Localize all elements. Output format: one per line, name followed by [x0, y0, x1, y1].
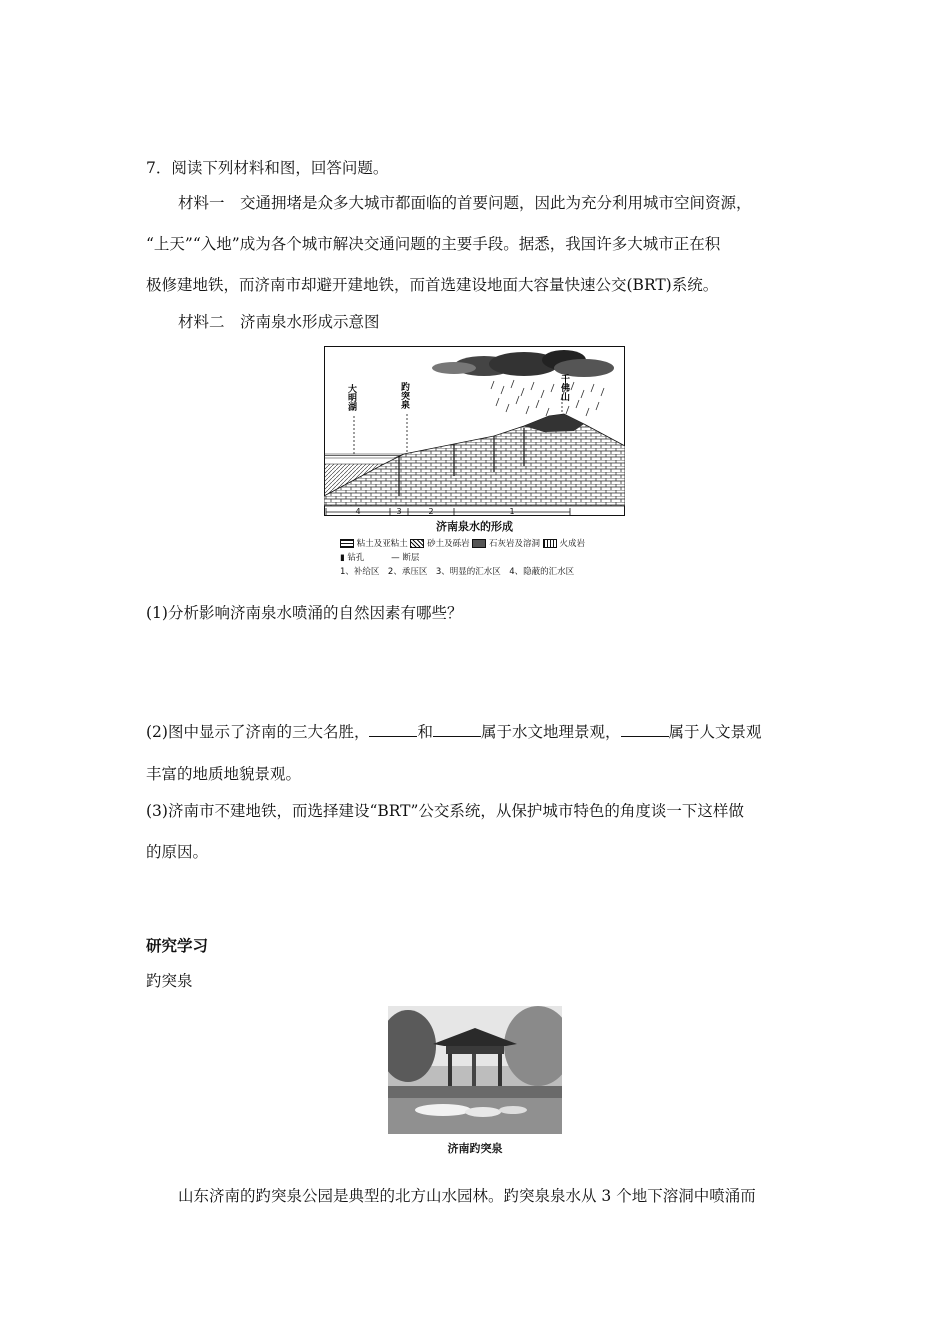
answer-blank-3[interactable] [621, 722, 669, 737]
question-1: (1)分析影响济南泉水喷涌的自然因素有哪些？ [146, 604, 463, 622]
material2-title: 材料二 济南泉水形成示意图 [178, 313, 380, 331]
legend-igneous: 火成岩 [559, 539, 585, 549]
legend-sand: 砂土及砾岩 [427, 539, 470, 549]
legend-zones: 1、补给区 2、承压区 3、明显的汇水区 4、隐蔽的汇水区 [340, 567, 575, 577]
zone-3: 3 [396, 507, 402, 516]
legend-borehole: 钻孔 [347, 553, 365, 563]
q2-part3: 属于水文地理景观， [480, 723, 621, 741]
question-3-line2: 的原因。 [146, 843, 209, 861]
question-3-line1: (3)济南市不建地铁，而选择建设“BRT”公交系统，从保护城市特色的角度谈一下这样做 [146, 802, 744, 820]
diagram-caption: 济南泉水的形成 [436, 520, 513, 533]
research-subheading: 趵突泉 [146, 972, 193, 990]
limestone-swatch [472, 539, 486, 548]
legend-clay: 粘土及亚粘土 [356, 539, 408, 549]
label-daminghu: 大明湖 [346, 384, 356, 411]
material1-line2: “上天”“入地”成为各个城市解决交通问题的主要手段。据悉，我国许多大城市正在积 [146, 235, 721, 253]
clay-swatch [340, 539, 354, 548]
sand-swatch [410, 539, 424, 548]
answer-blank-1[interactable] [369, 722, 417, 737]
legend-row1 [340, 537, 585, 549]
legend-row2 [340, 551, 419, 563]
label-qianfoshan: 千佛山 [559, 374, 569, 401]
legend-limestone: 石灰岩及溶洞 [489, 539, 541, 549]
fault-icon: — [391, 553, 400, 563]
zone-4: 4 [355, 507, 361, 516]
zone-1: 1 [509, 507, 515, 516]
spring-formation-diagram [324, 346, 625, 516]
legend-fault: 断层 [402, 553, 420, 563]
q2-part1: (2)图中显示了济南的三大名胜， [146, 723, 370, 741]
research-heading: 研究学习 [146, 937, 209, 955]
q2-part2: 和 [417, 723, 433, 741]
label-baotuquan: 趵突泉 [399, 382, 409, 409]
photo-caption: 济南趵突泉 [447, 1142, 503, 1155]
answer-blank-2[interactable] [433, 722, 481, 737]
research-paragraph: 山东济南的趵突泉公园是典型的北方山水园林。趵突泉泉水从 3 个地下溶洞中喷涌而 [178, 1187, 756, 1205]
question-2-line1 [146, 721, 762, 743]
material1-line1: 材料一 交通拥堵是众多大城市都面临的首要问题，因此为充分利用城市空间资源， [178, 194, 752, 212]
question-header: 7．阅读下列材料和图，回答问题。 [146, 159, 389, 177]
q2-part4: 属于人文景观 [668, 723, 762, 741]
borehole-icon: ▮ [340, 553, 345, 563]
zone-2: 2 [428, 507, 434, 516]
baotuquan-photo [388, 1006, 562, 1134]
igneous-swatch [543, 539, 557, 548]
material1-line3: 极修建地铁，而济南市却避开建地铁，而首选建设地面大容量快速公交(BRT)系统。 [146, 276, 719, 294]
question-2-line2: 丰富的地质地貌景观。 [146, 765, 302, 783]
